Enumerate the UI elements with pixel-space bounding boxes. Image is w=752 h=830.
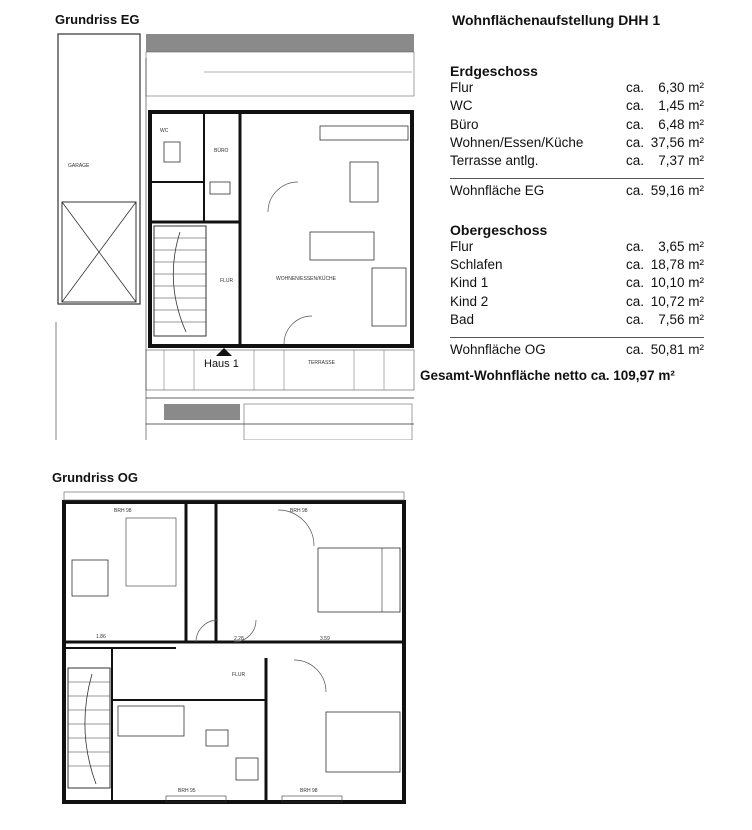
og-section — [450, 222, 704, 360]
og-total-row: Wohnfläche OG ca. 50,81 m² — [450, 342, 704, 358]
eg-section — [450, 63, 704, 201]
eg-floor-plan — [54, 32, 416, 440]
haus-label: Haus 1 — [204, 358, 239, 370]
eg-plan-title: Grundriss EG — [55, 12, 140, 27]
og-dim-brh-right: BRH 98 — [290, 508, 308, 514]
eg-section-title: Erdgeschoss — [450, 63, 538, 79]
bed-kind2 — [326, 712, 400, 772]
og-rule — [450, 337, 704, 338]
og-dim-brh-left: BRH 98 — [114, 508, 132, 514]
eg-row: Flur ca. 6,30 m² — [450, 80, 704, 95]
eg-total-row: Wohnfläche EG ca. 59,16 m² — [450, 183, 704, 199]
eg-flur-label: FLUR — [220, 278, 234, 284]
eg-row: Büro ca. 6,48 m² — [450, 116, 704, 132]
eg-rule — [450, 178, 704, 179]
og-section-title: Obergeschoss — [450, 221, 548, 238]
eg-wc-label: WC — [160, 128, 169, 134]
summary-title: Wohnflächenaufstellung DHH 1 — [452, 12, 661, 28]
eg-row: Wohnen/Essen/Küche ca. 37,56 m² — [450, 134, 704, 150]
shade-bottom-left — [164, 404, 240, 420]
bed-schlafen — [318, 548, 400, 612]
garage-outline — [58, 34, 140, 304]
bathtub — [118, 706, 184, 736]
og-dim-228: 2.28 — [234, 636, 244, 642]
og-dim-brh98-bottom: BRH 98 — [300, 788, 318, 794]
og-dim-359: 3.59 — [320, 636, 330, 642]
entrance-arrow — [216, 348, 232, 356]
og-row: Bad ca. 7,56 m² — [450, 311, 704, 327]
og-floor-plan — [56, 490, 412, 816]
og-dim-brh95: BRH 95 — [178, 788, 196, 794]
terrace — [146, 350, 414, 390]
eg-living-label: WOHNEN/ESSEN/KÜCHE — [276, 276, 337, 282]
og-dim-186: 1.86 — [96, 634, 106, 640]
og-row: Schlafen ca. 18,78 m² — [450, 257, 704, 273]
sofa — [310, 232, 374, 260]
roof-shade-top — [146, 34, 414, 52]
dining-table — [350, 162, 378, 202]
eg-row: Terrasse antlg. ca. 7,37 m² — [450, 153, 704, 169]
area-summary — [420, 12, 710, 383]
garage-label: GARAGE — [68, 163, 90, 169]
og-row: Flur ca. 3,65 m² — [450, 238, 704, 254]
eg-outer-wall — [150, 112, 412, 346]
og-row: Kind 2 ca. 10,72 m² — [450, 293, 704, 309]
og-plan-title: Grundriss OG — [52, 470, 138, 485]
eg-row: WC ca. 1,45 m² — [450, 98, 704, 114]
og-outer-wall — [64, 502, 404, 802]
grand-total: Gesamt-Wohnfläche netto ca. 109,97 m² — [420, 367, 675, 383]
eg-stairs — [154, 226, 206, 336]
og-row: Kind 1 ca. 10,10 m² — [450, 275, 704, 291]
og-flur-label: FLUR — [232, 672, 246, 678]
eg-terrace-label: TERRASSE — [308, 360, 335, 366]
eg-buero-label: BÜRO — [214, 148, 229, 154]
